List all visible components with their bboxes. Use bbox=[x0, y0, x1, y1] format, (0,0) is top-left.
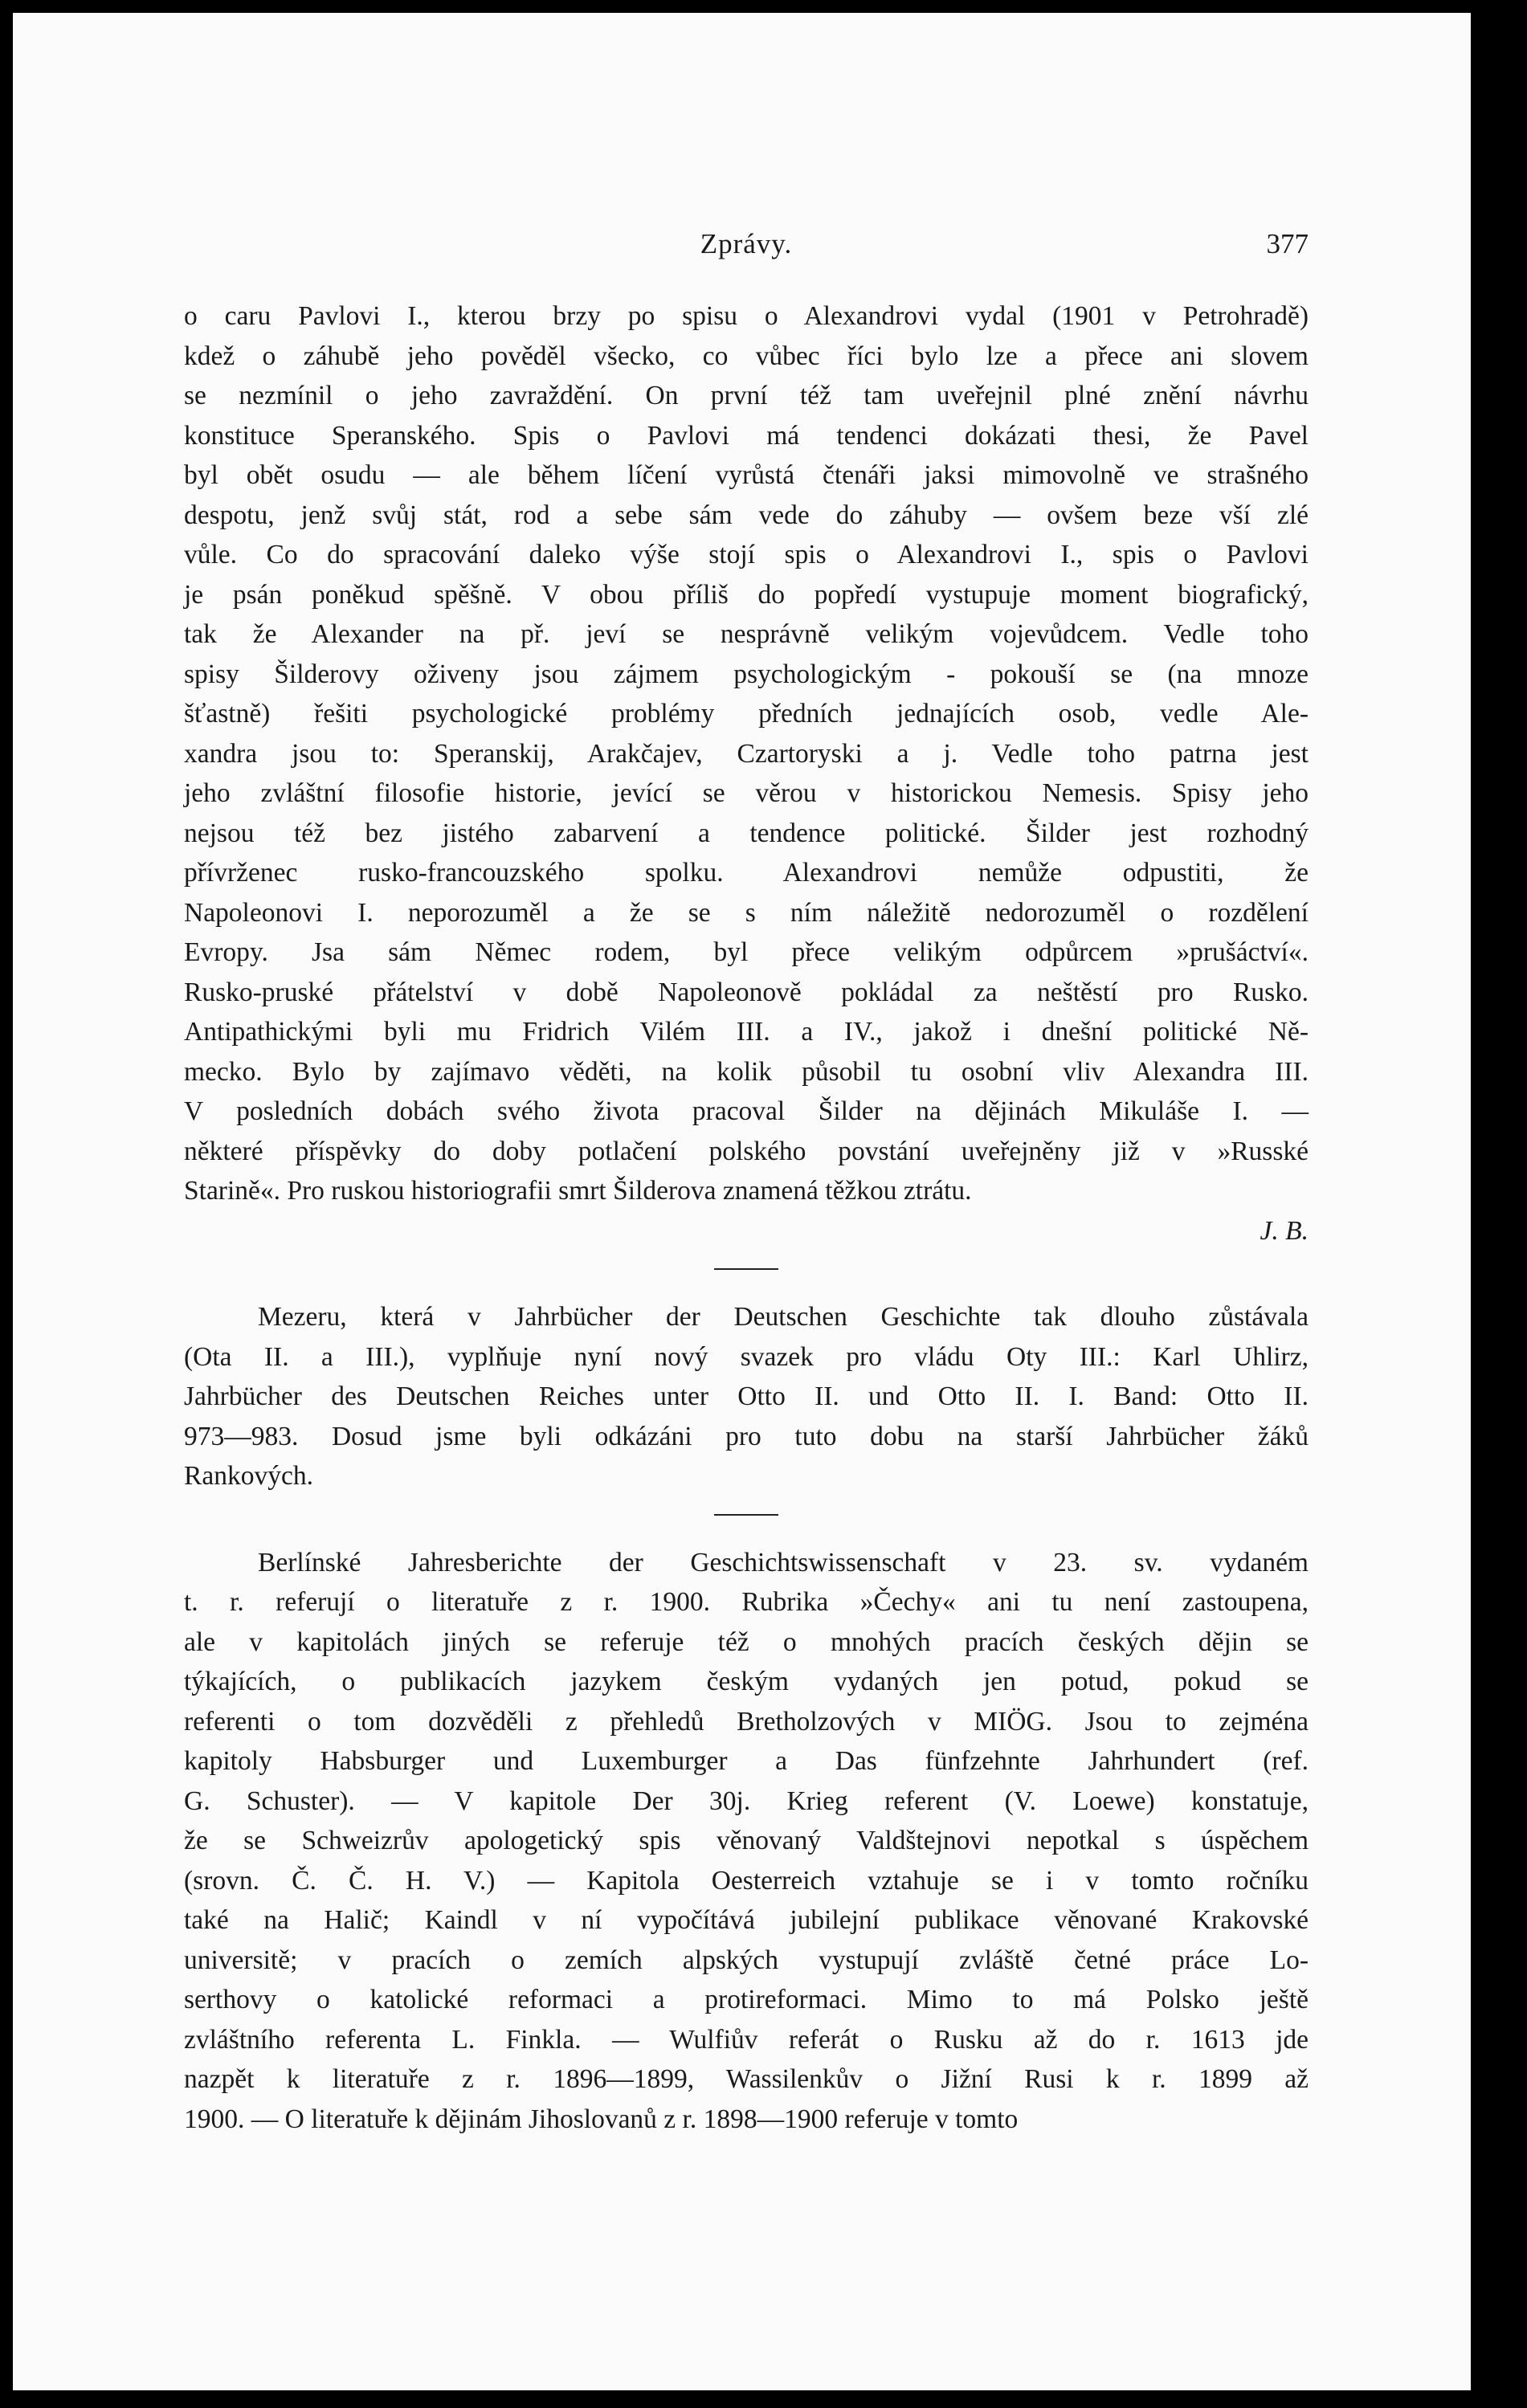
text-line: ale v kapitolách jiných se referuje též o mnohých pracích českých dějin se bbox=[184, 1626, 1309, 1657]
text-line: kapitoly Habsburger und Luxemburger a Das fünfzehnte Jahrhundert (ref. bbox=[184, 1746, 1309, 1776]
text-line: Berlínské Jahresberichte der Geschichtswissenschaft v 23. sv. vydaném bbox=[258, 1547, 1309, 1577]
separator-rule bbox=[184, 1496, 1309, 1543]
text-line: šťastně) řešiti psychologické problémy předních jednajících osob, vedle Ale- bbox=[184, 699, 1309, 729]
text-line: Napoleonovi I. neporozuměl a že se s ním náležitě nedorozuměl o rozdělení bbox=[184, 897, 1309, 928]
text-line: Evropy. Jsa sám Němec rodem, byl přece velikým odpůrcem »prušáctví«. bbox=[184, 937, 1309, 967]
text-line: t. r. referují o literatuře z r. 1900. Rubrika »Čechy« ani tu není zastoupena, bbox=[184, 1587, 1309, 1617]
text-line: xandra jsou to: Speranskij, Arakčajev, Czartoryski a j. Vedle toho patrna jest bbox=[184, 738, 1309, 769]
text-line: Mezeru, která v Jahrbücher der Deutschen Geschichte tak dlouho zůstávala bbox=[258, 1302, 1309, 1332]
text-line: se nezmínil o jeho zavraždění. On první též tam uveřejnil plné znění návrhu bbox=[184, 381, 1309, 410]
text-line: konstituce Speranského. Spis o Pavlovi má tendenci dokázati thesi, že Pavel bbox=[184, 420, 1309, 451]
text-line: některé příspěvky do doby potlačení polského povstání uveřejněny již v »Russké bbox=[184, 1136, 1309, 1166]
separator-rule bbox=[184, 1251, 1309, 1297]
text-line: referenti o tom dozvěděli z přehledů Bretholzových v MIÖG. Jsou to zejména bbox=[184, 1706, 1309, 1737]
text-line: byl obět osudu — ale během líčení vyrůstá čtenáři jaksi mimovolně ve strašného bbox=[184, 460, 1309, 490]
text-line: mecko. Bylo by zajímavo věděti, na kolik působil tu osobní vliv Alexandra III. bbox=[184, 1056, 1309, 1087]
paragraph-jahresberichte bbox=[184, 1543, 1309, 2140]
text-line: universitě; v pracích o zemích alpských vystupují zvláště četné práce Lo- bbox=[184, 1945, 1309, 1975]
text-line: kdež o záhubě jeho pověděl všecko, co vůbec říci bylo lze a přece ani slovem bbox=[184, 341, 1309, 371]
text-line: Starině«. Pro ruskou historiografii smrt Šilderova znamená těžkou ztrátu. bbox=[184, 1176, 972, 1206]
text-line: 1900. — O literatuře k dějinám Jihoslovanů z r. 1898—1900 referuje v tomto bbox=[184, 2104, 1019, 2134]
text-line: Jahrbücher des Deutschen Reiches unter Otto II. und Otto II. I. Band: Otto II. bbox=[184, 1382, 1309, 1411]
text-line: vůle. Co do spracování daleko výše stojí spis o Alexandrovi I., spis o Pavlovi bbox=[184, 540, 1309, 569]
paragraph-jahrbucher bbox=[184, 1297, 1309, 1496]
text-line: nejsou též bez jistého zabarvení a tendence politické. Šilder jest rozhodný bbox=[184, 818, 1309, 848]
text-line: serthovy o katolické reformaci a protireformaci. Mimo to má Polsko ještě bbox=[184, 1985, 1309, 2014]
paragraph-caru-pavlovi bbox=[184, 296, 1309, 1211]
text-line: despotu, jenž svůj stát, rod a sebe sám vede do záhuby — ovšem beze vší zlé bbox=[184, 500, 1309, 530]
text-line: (Ota II. a III.), vyplňuje nyní nový svazek pro vládu Oty III.: Karl Uhlirz, bbox=[184, 1341, 1309, 1372]
text-line: (srovn. Č. Č. H. V.) — Kapitola Oesterreich vztahuje se i v tomto ročníku bbox=[184, 1865, 1309, 1896]
text-line: spisy Šilderovy oživeny jsou zájmem psychologickým - pokouší se (na mnoze bbox=[184, 659, 1309, 689]
page-number: 377 bbox=[1266, 228, 1309, 259]
text-line: že se Schweizrův apologetický spis věnovaný Valdštejnovi nepotkal s úspěchem bbox=[184, 1826, 1309, 1855]
text-line: zvláštního referenta L. Finkla. — Wulfiův referát o Rusku až do r. 1613 jde bbox=[184, 2024, 1309, 2055]
text-line: jeho zvláštní filosofie historie, jevící se věrou v historickou Nemesis. Spisy jeho bbox=[184, 778, 1309, 808]
section-title: Zprávy. bbox=[700, 228, 793, 259]
signature: J. B. bbox=[1260, 1215, 1309, 1246]
text-line: V posledních dobách svého života pracoval Šilder na dějinách Mikuláše I. — bbox=[184, 1096, 1309, 1126]
text-line: o caru Pavlovi I., kterou brzy po spisu o Alexandrovi vydal (1901 v Petrohradě) bbox=[184, 301, 1309, 331]
text-line: také na Halič; Kaindl v ní vypočítává jubilejní publikace věnované Krakovské bbox=[184, 1905, 1309, 1935]
text-line: nazpět k literatuře z r. 1896—1899, Wassilenkův o Jižní Rusi k r. 1899 až bbox=[184, 2064, 1309, 2094]
text-line: Antipathickými byli mu Fridrich Vilém III. a IV., jakož i dnešní politické Ně- bbox=[184, 1017, 1309, 1047]
text-line: G. Schuster). — V kapitole Der 30j. Krieg referent (V. Loewe) konstatuje, bbox=[184, 1786, 1309, 1816]
text-line: 973—983. Dosud jsme byli odkázáni pro tuto dobu na starší Jahrbücher žáků bbox=[184, 1421, 1309, 1451]
text-line: týkajících, o publikacích jazykem českým vydaných jen potud, pokud se bbox=[184, 1667, 1309, 1696]
text-line: tak že Alexander na př. jeví se nesprávně velikým vojevůdcem. Vedle toho bbox=[184, 619, 1309, 649]
text-line: Rankových. bbox=[184, 1461, 313, 1491]
text-line: přívrženec rusko-francouzského spolku. Alexandrovi nemůže odpustiti, že bbox=[184, 858, 1309, 888]
text-line: je psán poněkud spěšně. V obou příliš do popředí vystupuje moment biografický, bbox=[184, 579, 1309, 610]
page-header bbox=[184, 228, 1309, 276]
document-page bbox=[13, 13, 1471, 2390]
text-line: Rusko-pruské přátelství v době Napoleonově pokládal za neštěstí pro Rusko. bbox=[184, 977, 1309, 1007]
document-body bbox=[184, 296, 1309, 2139]
